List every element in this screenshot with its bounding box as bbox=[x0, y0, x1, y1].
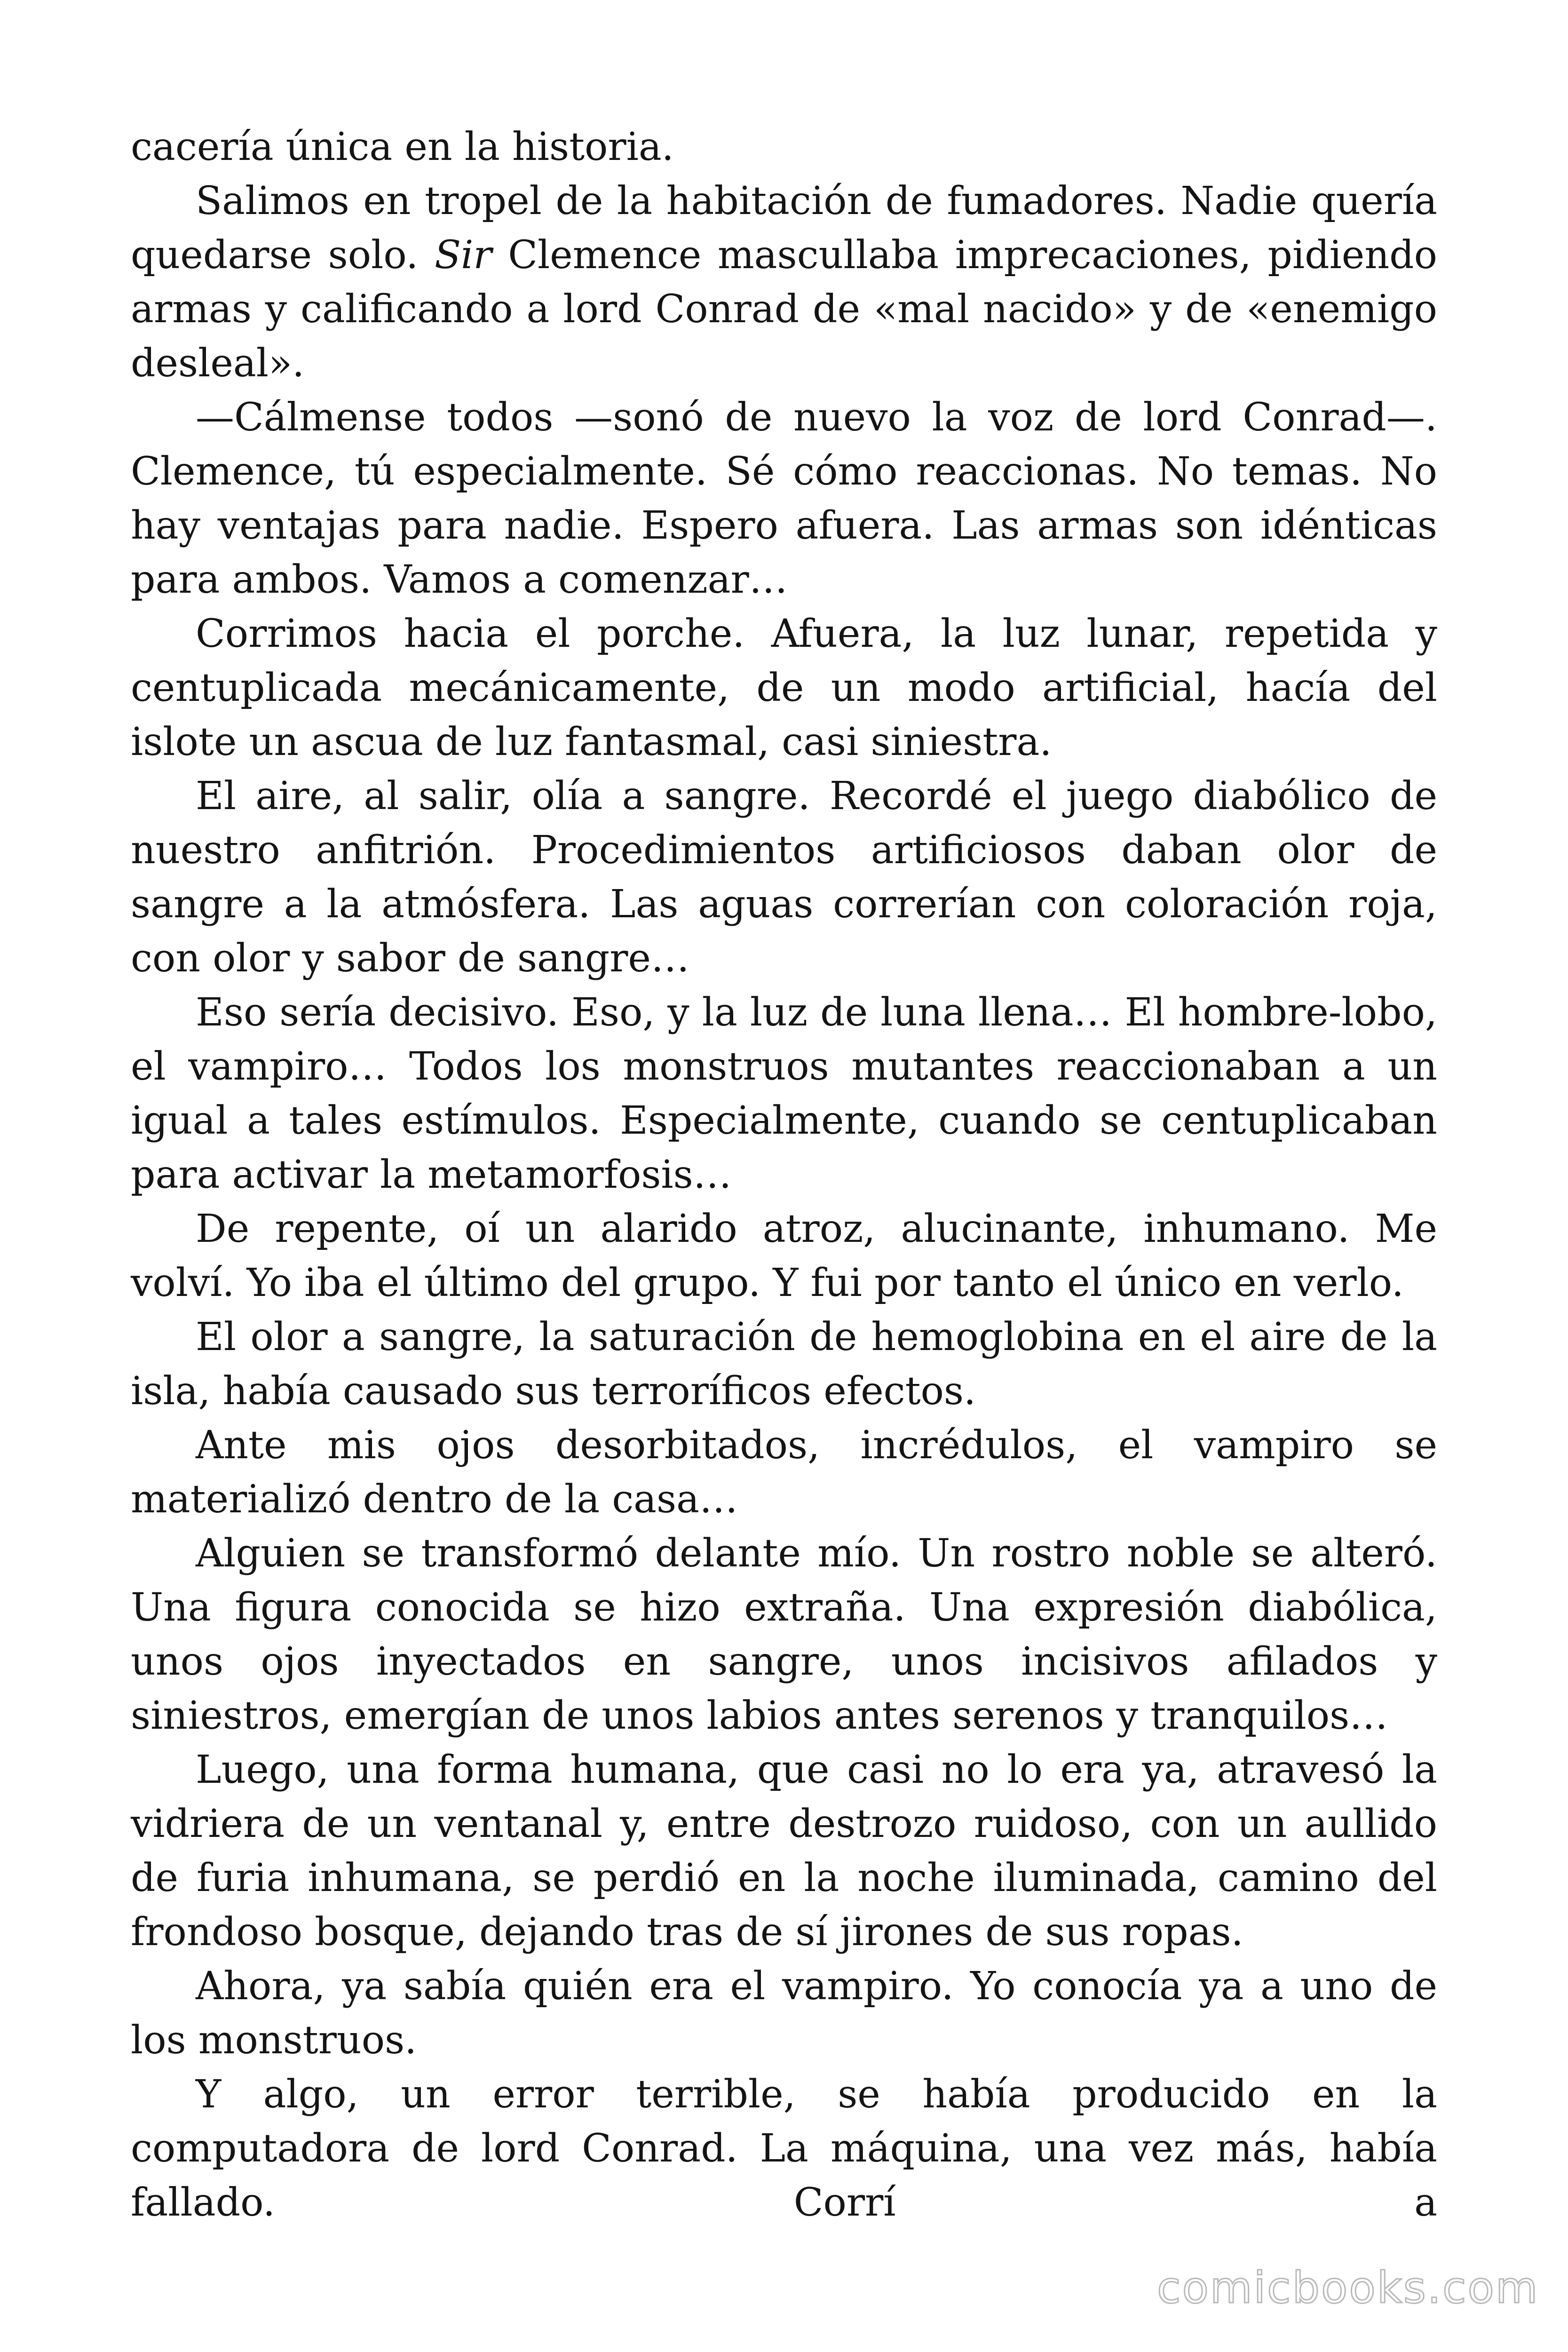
paragraph-2 bbox=[131, 174, 1437, 390]
paragraph-6: Eso sería decisivo. Eso, y la luz de luna llena… El hombre-lobo, el vampiro… Todos los monstruos mutantes reaccionaban a un igual a tales estímulos. Especialmente, cuando se centuplicaban para activar la metamorfosis… bbox=[131, 990, 1437, 1197]
watermark-logo: comicbooks.com bbox=[1157, 2263, 1539, 2313]
paragraph-3: —Cálmense todos —sonó de nuevo la voz de lord Conrad—. Clemence, tú especialmente. Sé cómo reaccionas. No temas. No hay ventajas para nadie. Espero afuera. Las armas son idénticas para ambos. Vamos a comenzar… bbox=[131, 395, 1437, 602]
paragraph-9: Ante mis ojos desorbitados, incrédulos, el vampiro se materializó dentro de la casa… bbox=[131, 1423, 1437, 1522]
paragraph-7: De repente, oí un alarido atroz, alucinante, inhumano. Me volví. Yo iba el último del grupo. Y fui por tanto el único en verlo. bbox=[131, 1207, 1437, 1305]
italic-sir: Sir bbox=[434, 233, 492, 278]
paragraph-11: Luego, una forma humana, que casi no lo era ya, atravesó la vidriera de un ventanal y, entre destrozo ruidoso, con un aullido de furia inhumana, se perdió en la noche iluminada, camino del frondoso bosque, dejando tras de sí jirones de sus ropas. bbox=[131, 1748, 1437, 1955]
paragraph-13: Y algo, un error terrible, se había producido en la computadora de lord Conrad. La máquina, una vez más, había fallado. Corrí a bbox=[131, 2072, 1437, 2225]
paragraph-1: cacería única en la historia. bbox=[131, 125, 674, 169]
body-text bbox=[131, 120, 1437, 2230]
paragraph-10: Alguien se transformó delante mío. Un rostro noble se alteró. Una figura conocida se hizo extraña. Una expresión diabólica, unos ojos inyectados en sangre, unos incisivos afilados y siniestros, emergían de unos labios antes serenos y tranquilos… bbox=[131, 1531, 1437, 1738]
paragraph-4: Corrimos hacia el porche. Afuera, la luz lunar, repetida y centuplicada mecánicamente, de un modo artificial, hacía del islote un ascua de luz fantasmal, casi siniestra. bbox=[131, 612, 1437, 764]
paragraph-5: El aire, al salir, olía a sangre. Recordé el juego diabólico de nuestro anfitrión. Procedimientos artificiosos daban olor de sangre a la atmósfera. Las aguas correrían con coloración roja, con olor y sabor de sangre… bbox=[131, 774, 1437, 981]
paragraph-8: El olor a sangre, la saturación de hemoglobina en el aire de la isla, había causado sus terroríficos efectos. bbox=[131, 1315, 1437, 1414]
paragraph-2-part-1: Salimos en tropel de la habitación de fumadores. Nadie quería quedarse solo. bbox=[131, 179, 1437, 278]
paragraph-12: Ahora, ya sabía quién era el vampiro. Yo conocía ya a uno de los monstruos. bbox=[131, 1964, 1437, 2063]
paragraph-2-part-2: Clemence mascullaba imprecaciones, pidiendo armas y calificando a lord Conrad de «mal nacido» y de «enemigo desleal». bbox=[131, 233, 1437, 386]
